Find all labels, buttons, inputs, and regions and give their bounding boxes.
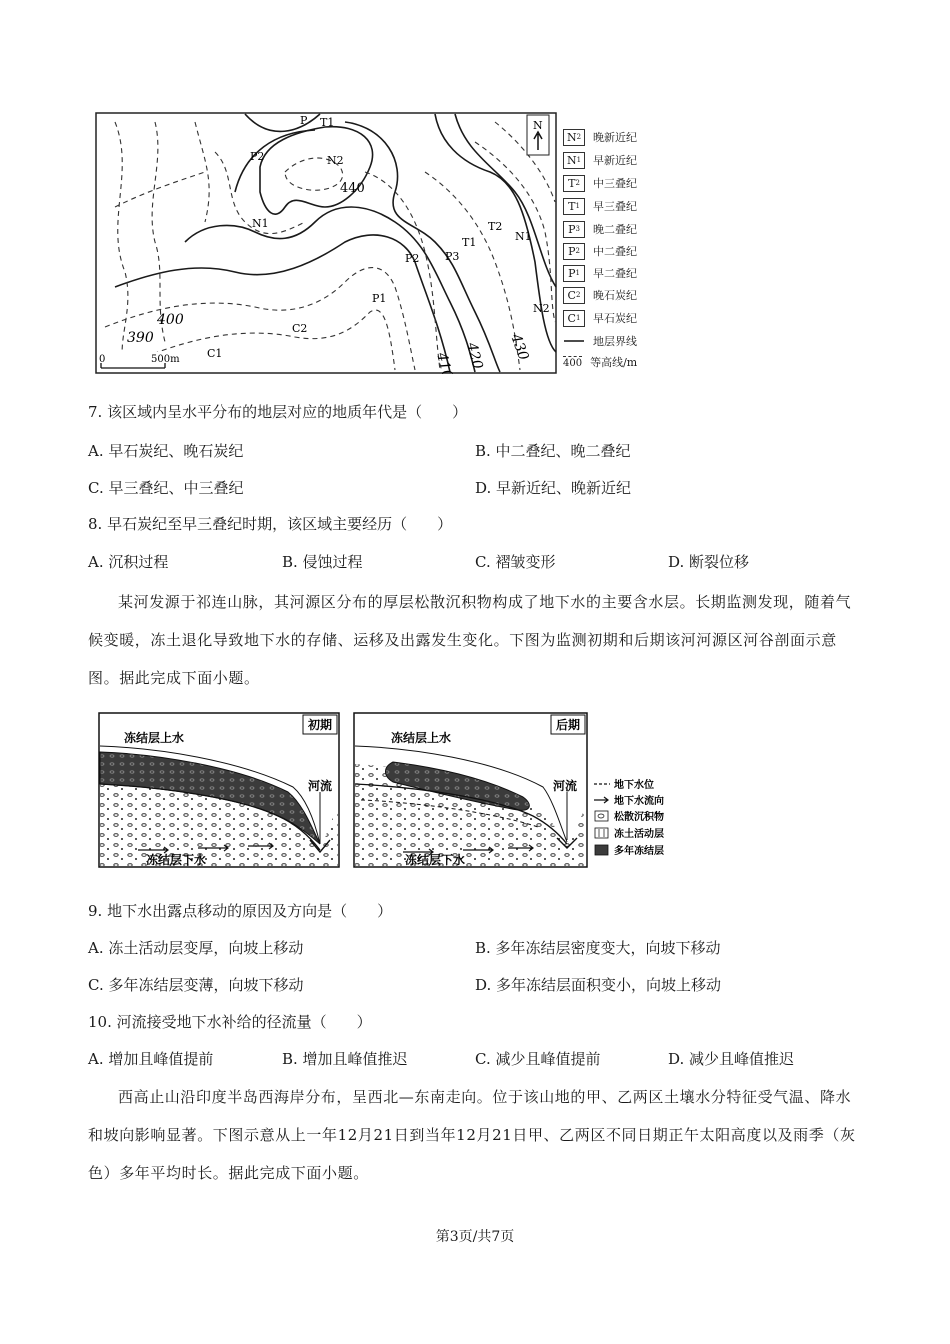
- label-contour-390: 390: [127, 330, 154, 346]
- label-t2-b: T2: [488, 220, 503, 233]
- question-7-option-d[interactable]: D. 早新近纪、晚新近纪: [475, 479, 632, 497]
- legend-active-layer: 冻土活动层: [614, 829, 664, 840]
- question-9-option-c[interactable]: C. 多年冻结层变薄，向坡下移动: [88, 976, 304, 994]
- question-9-option-b[interactable]: B. 多年冻结层密度变大，向坡下移动: [475, 939, 721, 957]
- label-contour-400: 400: [157, 312, 184, 328]
- label-t1-b: T1: [462, 236, 477, 249]
- late-below-water: 冻结层下水: [405, 853, 466, 867]
- north-label: N: [533, 119, 543, 132]
- legend-item-contour: 400 等高线/m: [563, 356, 638, 369]
- section-legend: [592, 778, 682, 864]
- early-below-water: 冻结层下水: [146, 853, 207, 867]
- label-n1-a: N1: [252, 217, 269, 230]
- label-n1-b: N1: [515, 230, 532, 243]
- question-10-option-b[interactable]: B. 增加且峰值推迟: [282, 1050, 408, 1068]
- geologic-map-svg: [95, 112, 557, 374]
- question-7-option-b[interactable]: B. 中二叠纪、晚二叠纪: [475, 442, 631, 460]
- question-10-option-d[interactable]: D. 减少且峰值推迟: [668, 1050, 795, 1068]
- passage-river-permafrost: 某河发源于祁连山脉，其河源区分布的厚层松散沉积物构成了地下水的主要含水层。长期监测发现，随着气候变暖，冻土退化导致地下水的存储、运移及出露发生变化。下图为监测初期和后期该河河源区河谷剖面示意图。据此完成下面小题。: [88, 593, 852, 687]
- section-late-svg: [353, 712, 588, 868]
- question-9-stem: 9. 地下水出露点移动的原因及方向是（ ）: [88, 902, 393, 920]
- legend-item: C 2 晚石炭纪: [563, 285, 637, 305]
- label-p2-a: P2: [250, 150, 265, 163]
- label-contour-410: 410: [433, 350, 456, 374]
- question-10-stem: 10. 河流接受地下水补给的径流量（ ）: [88, 1013, 372, 1031]
- question-9-option-a[interactable]: A. 冻土活动层变厚，向坡上移动: [88, 939, 304, 957]
- question-8-option-d[interactable]: D. 断裂位移: [668, 553, 750, 571]
- legend-item-boundary: 地层界线: [563, 331, 637, 351]
- question-8-option-b[interactable]: B. 侵蚀过程: [282, 553, 363, 571]
- question-7-option-c[interactable]: C. 早三叠纪、中三叠纪: [88, 479, 244, 497]
- flow-direction-icon: [594, 797, 608, 803]
- late-river: 河流: [553, 779, 578, 793]
- label-n2-b: N2: [533, 302, 550, 315]
- question-10-option-a[interactable]: A. 增加且峰值提前: [88, 1050, 214, 1068]
- section-legend-svg: [592, 778, 682, 864]
- legend-water-table: 地下水位: [614, 780, 654, 791]
- question-8-stem: 8. 早石炭纪至早三叠纪时期，该区域主要经历（ ）: [88, 515, 453, 533]
- label-c1: C1: [207, 347, 223, 360]
- label-contour-440: 440: [340, 181, 365, 196]
- section-early: [98, 712, 340, 868]
- late-tag: 后期: [556, 718, 581, 732]
- late-above-water: 冻结层上水: [391, 731, 452, 745]
- question-8-option-a[interactable]: A. 沉积过程: [88, 553, 169, 571]
- early-above-water: 冻结层上水: [124, 731, 185, 745]
- legend-item: P 1 早二叠纪: [563, 263, 637, 283]
- question-8-option-c[interactable]: C. 褶皱变形: [475, 553, 556, 571]
- section-late: [353, 712, 588, 868]
- legend-item: P 3 晚二叠纪: [563, 219, 637, 239]
- legend-item: T 2 中三叠纪: [563, 173, 637, 193]
- early-tag: 初期: [308, 718, 333, 732]
- legend-item: T 1 早三叠纪: [563, 196, 637, 216]
- permafrost-icon: [595, 845, 608, 855]
- early-river: 河流: [308, 779, 333, 793]
- legend-item: N 1 早新近纪: [563, 150, 637, 170]
- label-n2-top: N2: [327, 154, 344, 167]
- legend-item: N 2 晚新近纪: [563, 127, 637, 147]
- question-7-stem: 7. 该区域内呈水平分布的地层对应的地质年代是（ ）: [88, 403, 468, 421]
- label-c2: C2: [292, 322, 308, 335]
- label-contour-420: 420: [463, 340, 486, 371]
- passage-western-ghats: 西高止山沿印度半岛西海岸分布，呈西北—东南走向。位于该山地的甲、乙两区土壤水分特征受气温、降水和坡向影响显著。下图示意从上一年12月21日到当年12月21日甲、乙两区不同日期正午太阳高度以及雨季（灰色）多年平均时长。据此完成下面小题。: [88, 1088, 856, 1182]
- scale-dist: 500m: [151, 354, 180, 365]
- label-t1-top: T1: [320, 116, 335, 129]
- label-contour-430: 430: [507, 331, 532, 363]
- legend-sediment: 松散沉积物: [614, 812, 664, 823]
- boundary-line-icon: [563, 336, 585, 346]
- legend-item: P 2 中二叠纪: [563, 241, 637, 261]
- legend-item: C 1 早石炭纪: [563, 308, 637, 328]
- geologic-map: [95, 112, 557, 374]
- label-p: P: [300, 114, 308, 127]
- label-p2-b: P2: [405, 252, 420, 265]
- scale-zero: 0: [99, 354, 106, 365]
- legend-flow-direction: 地下水流向: [614, 796, 664, 807]
- question-7-option-a[interactable]: A. 早石炭纪、晚石炭纪: [88, 442, 244, 460]
- section-early-svg: [98, 712, 340, 868]
- legend-permafrost: 多年冻结层: [614, 846, 664, 857]
- label-p1: P1: [372, 292, 387, 305]
- question-9-option-d[interactable]: D. 多年冻结层面积变小，向坡上移动: [475, 976, 722, 994]
- page-footer: 第3页/共7页: [435, 1229, 515, 1245]
- question-10-option-c[interactable]: C. 减少且峰值提前: [475, 1050, 601, 1068]
- label-p3: P3: [445, 250, 460, 263]
